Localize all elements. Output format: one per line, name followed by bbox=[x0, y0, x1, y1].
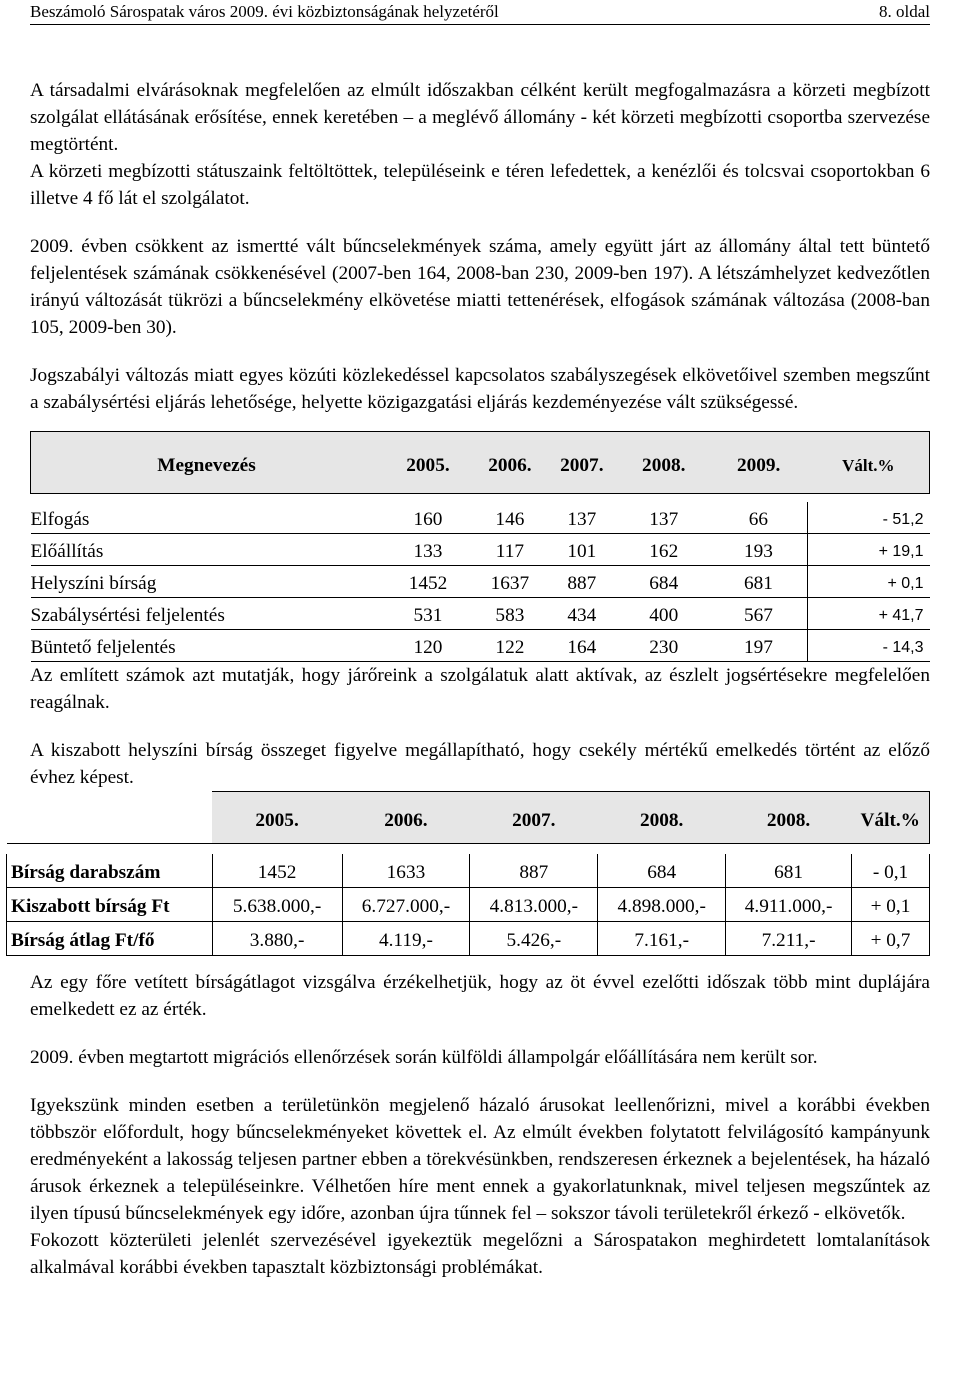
table-cell: 4.813.000,- bbox=[470, 888, 598, 922]
table-row bbox=[31, 502, 930, 534]
table-header-cell: 2008. bbox=[618, 432, 710, 494]
table-cell: 4.119,- bbox=[342, 922, 470, 956]
table-cell: 197 bbox=[710, 630, 808, 662]
table-cell: 146 bbox=[474, 502, 546, 534]
table-header-cell: Vált.% bbox=[808, 432, 930, 494]
table-cell: 66 bbox=[710, 502, 808, 534]
table-header-cell: 2007. bbox=[470, 792, 598, 844]
table-cell: Előállítás bbox=[31, 534, 383, 566]
table-header-cell: 2008. bbox=[598, 792, 726, 844]
table-cell: 122 bbox=[474, 630, 546, 662]
table-cell: 160 bbox=[382, 502, 474, 534]
table-row bbox=[7, 854, 930, 888]
table-cell: 133 bbox=[382, 534, 474, 566]
table-header-cell: 2009. bbox=[710, 432, 808, 494]
table-cell: 583 bbox=[474, 598, 546, 630]
table-cell: 1452 bbox=[382, 566, 474, 598]
table-row bbox=[31, 598, 930, 630]
table-cell: + 41,7 bbox=[808, 598, 930, 630]
table-cell: 5.638.000,- bbox=[212, 888, 342, 922]
table-header-cell: 2006. bbox=[474, 432, 546, 494]
table-row bbox=[31, 534, 930, 566]
page-number: 8. oldal bbox=[879, 2, 930, 21]
table-cell: 120 bbox=[382, 630, 474, 662]
table-row bbox=[7, 922, 930, 956]
table-header-cell: Vált.% bbox=[852, 792, 930, 844]
table-row bbox=[7, 888, 930, 922]
table-header-cell: Megnevezés bbox=[31, 432, 383, 494]
table-cell: Büntető feljelentés bbox=[31, 630, 383, 662]
table-row bbox=[31, 566, 930, 598]
table-header-cell: 2006. bbox=[342, 792, 470, 844]
paragraph-5: Az említett számok azt mutatják, hogy járőreink a szolgálatuk alatt aktívak, az észlelt jogsértésekre megfelelően reagálnak. bbox=[30, 665, 930, 713]
table-cell: Szabálysértési feljelentés bbox=[31, 598, 383, 630]
table-cell: 117 bbox=[474, 534, 546, 566]
table-cell: 193 bbox=[710, 534, 808, 566]
table-cell: + 0,7 bbox=[852, 922, 930, 956]
table-cell: + 0,1 bbox=[808, 566, 930, 598]
table-header-cell: 2005. bbox=[212, 792, 342, 844]
table-cell: 4.898.000,- bbox=[598, 888, 726, 922]
document-body bbox=[11, 77, 930, 1281]
paragraph-6: A kiszabott helyszíni bírság összeget figyelve megállapítható, hogy csekély mértékű emelkedés történt az előző évhez képest. bbox=[30, 740, 930, 788]
paragraph-7: Az egy főre vetített bírságátlagot vizsgálva érzékelhetjük, hogy az öt évvel ezelőtti időszak több mint duplájára emelkedett ez az érték. bbox=[30, 972, 930, 1020]
paragraph-9: Igyekszünk minden esetben a területünkön megjelenő házaló árusokat leellenőrizni, mivel a korábbi években többször előfordult, hogy bűncselekményeket követtek el. Az elmúlt években folytatott felvilágosító kampányunk eredményeként a lakosság teljesen partner ebben a törekvésünkben, rendszeresen érkeznek a bejelentések, ha házaló árusok érkeznek a településeinkre. Vélhetően híre ment ennek a gyakorlatunknak, mivel teljesen megszűntek az ilyen típusú bűncselekmények egy időre, azonban újra tűnnek fel – sokszor távoli területekről érkező - elkövetők. bbox=[30, 1095, 930, 1224]
table-header-cell: 2007. bbox=[546, 432, 618, 494]
table-cell: 681 bbox=[710, 566, 808, 598]
table-cell: Bírság darabszám bbox=[7, 854, 213, 888]
table-cell: 681 bbox=[726, 854, 852, 888]
table-cell: 7.161,- bbox=[598, 922, 726, 956]
table-cell: + 19,1 bbox=[808, 534, 930, 566]
table-header-cell bbox=[7, 792, 213, 844]
table-cell: 7.211,- bbox=[726, 922, 852, 956]
statistics-table bbox=[30, 431, 930, 662]
table-header-row bbox=[7, 792, 930, 844]
table-cell: 887 bbox=[470, 854, 598, 888]
table-cell: 162 bbox=[618, 534, 710, 566]
table-cell: Bírság átlag Ft/fő bbox=[7, 922, 213, 956]
table-cell: 1637 bbox=[474, 566, 546, 598]
table-cell: 684 bbox=[618, 566, 710, 598]
table-cell: Elfogás bbox=[31, 502, 383, 534]
paragraph-2: A körzeti megbízotti státuszaink feltöltöttek, településeink e téren lefedettek, a kenézlői és tolcsvai csoportokban 6 illetve 4 fő lát el szolgálatot. bbox=[30, 161, 930, 209]
table-cell: - 51,2 bbox=[808, 502, 930, 534]
table-cell: - 0,1 bbox=[852, 854, 930, 888]
table-row bbox=[31, 630, 930, 662]
paragraph-1: A társadalmi elvárásoknak megfelelően az elmúlt időszakban célként került megfogalmazásra a körzeti megbízott szolgálat ellátásának erősítése, ennek keretében – a meglévő állomány - két körzeti megbízotti csoportba szervezése megtörtént. bbox=[30, 80, 930, 155]
table-cell: 137 bbox=[618, 502, 710, 534]
paragraph-8: 2009. évben megtartott migrációs ellenőrzések során külföldi állampolgár előállítására nem került sor. bbox=[30, 1047, 818, 1068]
table-cell: Kiszabott bírság Ft bbox=[7, 888, 213, 922]
table-cell: 3.880,- bbox=[212, 922, 342, 956]
table-cell: 567 bbox=[710, 598, 808, 630]
table-cell: + 0,1 bbox=[852, 888, 930, 922]
table-cell: 400 bbox=[618, 598, 710, 630]
paragraph-4: Jogszabályi változás miatt egyes közúti közlekedéssel kapcsolatos szabályszegések elkövetőivel szemben megszűnt a szabálysértési eljárás lehetősége, helyette közigazgatási eljárás kezdeményezése vált szükségessé. bbox=[30, 365, 930, 413]
table-cell: 887 bbox=[546, 566, 618, 598]
table-cell: 6.727.000,- bbox=[342, 888, 470, 922]
paragraph-3: 2009. évben csökkent az ismertté vált bűncselekmények száma, amely együtt járt az állomány által tett büntető feljelentések számának csökkenésével (2007-ben 164, 2008-ban 230, 2009-ben 197). A létszámhelyzet kedvezőtlen irányú változását tükrözi a bűncselekmény elkövetése miatti tettenérések, elfogások számának változása (2008-ban 105, 2009-ben 30). bbox=[30, 236, 930, 338]
table-cell: 684 bbox=[598, 854, 726, 888]
page-header bbox=[30, 0, 930, 25]
table-cell: 4.911.000,- bbox=[726, 888, 852, 922]
table-header-row bbox=[31, 432, 930, 494]
table-cell: 137 bbox=[546, 502, 618, 534]
table-cell: - 14,3 bbox=[808, 630, 930, 662]
table-header-cell: 2008. bbox=[726, 792, 852, 844]
table-cell: 164 bbox=[546, 630, 618, 662]
table-cell: 5.426,- bbox=[470, 922, 598, 956]
table-header-cell: 2005. bbox=[382, 432, 474, 494]
table-cell: 101 bbox=[546, 534, 618, 566]
table-cell: 1452 bbox=[212, 854, 342, 888]
table-cell: 1633 bbox=[342, 854, 470, 888]
table-cell: 531 bbox=[382, 598, 474, 630]
table-cell: Helyszíni bírság bbox=[31, 566, 383, 598]
paragraph-10: Fokozott közterületi jelenlét szervezésével igyekeztük megelőzni a Sárospatakon meghirdetett lomtalanítások alkalmával korábbi években tapasztalt közbiztonsági problémákat. bbox=[30, 1230, 930, 1278]
document-title: Beszámoló Sárospatak város 2009. évi közbiztonságának helyzetéről bbox=[30, 2, 499, 21]
table-cell: 230 bbox=[618, 630, 710, 662]
fines-table bbox=[6, 791, 930, 956]
table-cell: 434 bbox=[546, 598, 618, 630]
